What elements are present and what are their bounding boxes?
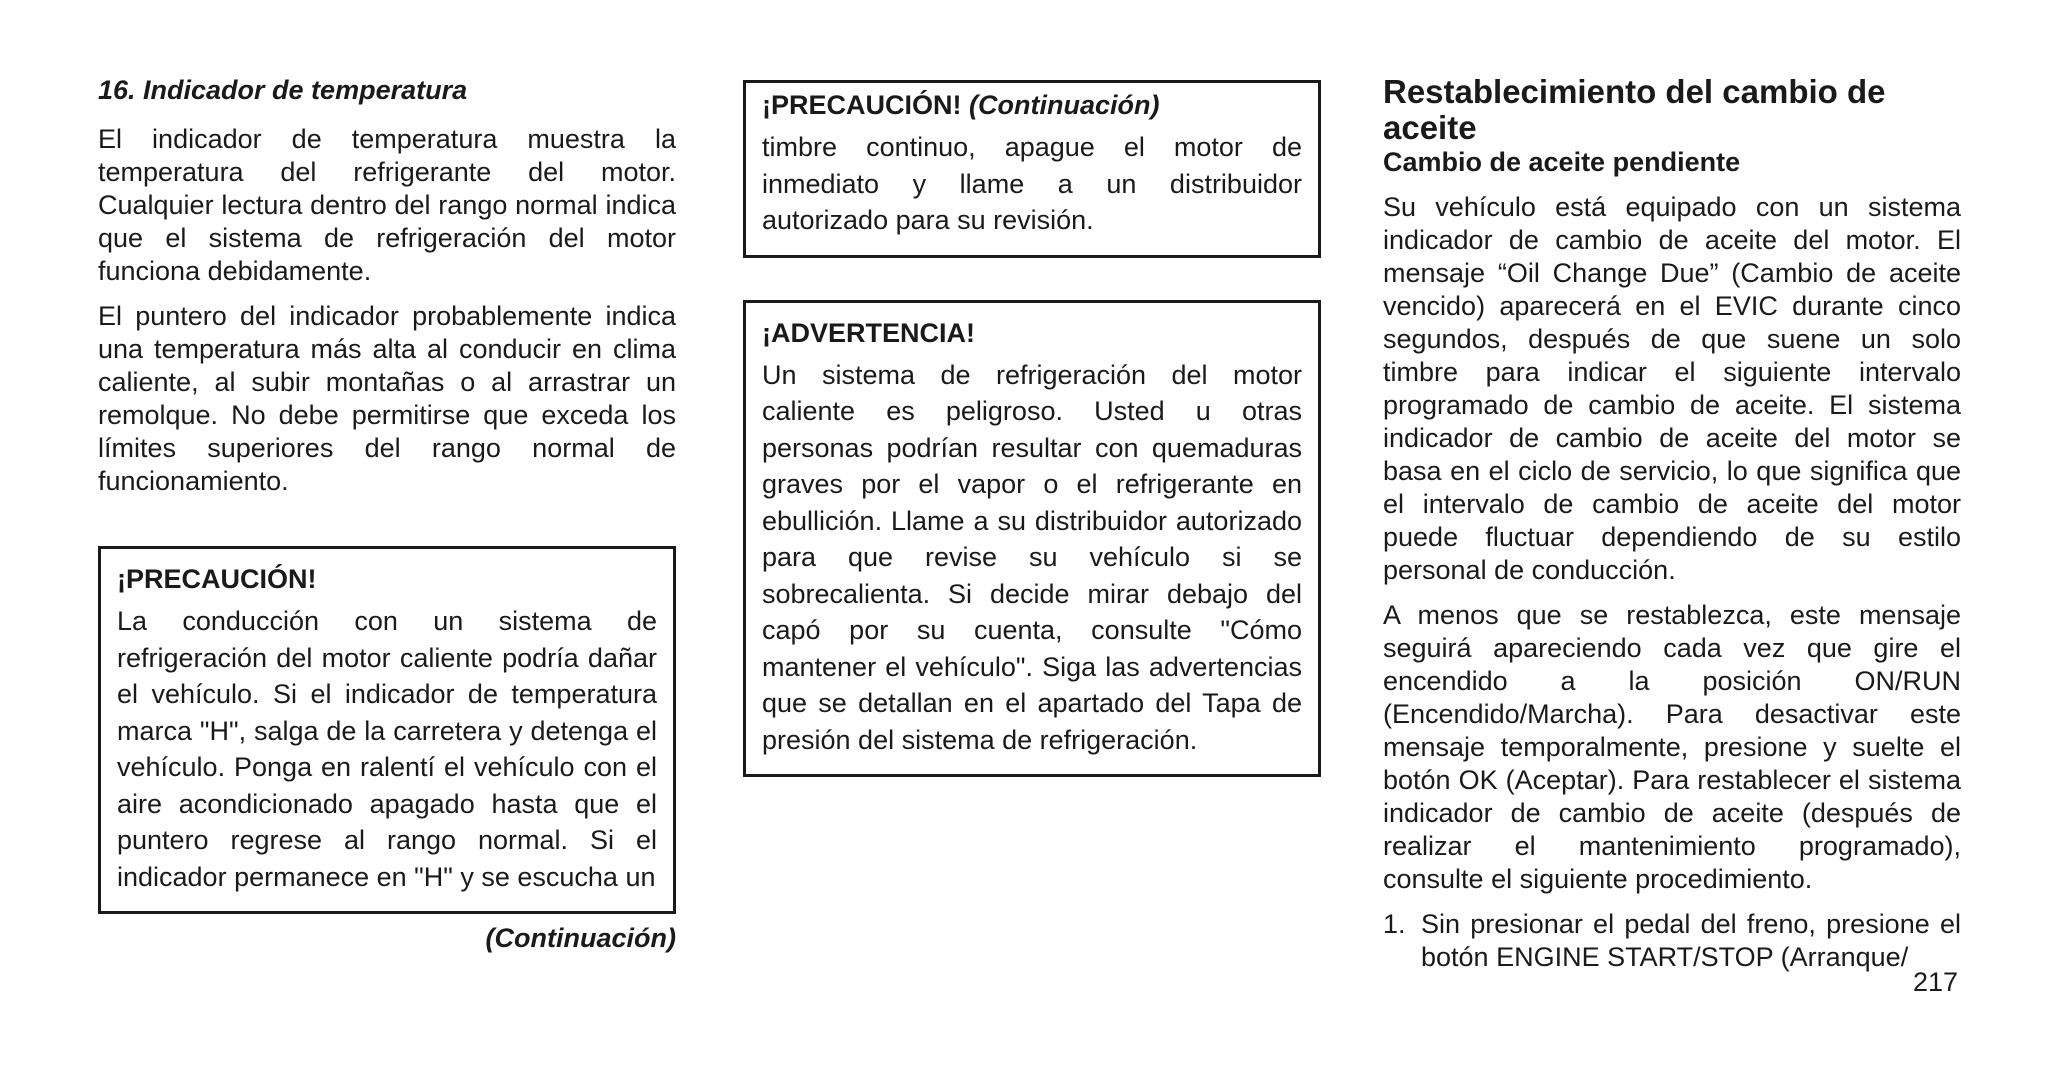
- caution-continued-box: [743, 80, 1321, 258]
- paragraph: El indicador de temperatura muestra la temperatura del refrigerante del motor. Cualquier lectura dentro del rango normal indica que el sistema de refrigeración del motor funciona debidamente.: [98, 124, 676, 286]
- page-number: 217: [1912, 967, 1958, 997]
- section-subheading: Cambio de aceite pendiente: [1383, 147, 1741, 177]
- caution-continued-title: [762, 87, 1302, 123]
- warning-title: ¡ADVERTENCIA!: [762, 317, 975, 348]
- middle-column: [743, 80, 1321, 777]
- caution-text: La conducción con un sistema de refrigeración del motor caliente podría dañar el vehículo. Si el indicador de temperatura marca "H", salga de la carretera y detenga el vehículo. Ponga en ralentí el vehículo con el aire acondicionado apagado hasta que el puntero regrese al rango normal. Si el indicador permanece en "H" y se escucha un: [117, 606, 657, 892]
- right-column: [1383, 74, 1961, 974]
- warning-text: Un sistema de refrigeración del motor caliente es peligroso. Usted u otras personas podrían resultar con quemaduras graves por el vapor o el refrigerante en ebullición. Llame a su distribuidor autorizado para que revise su vehículo si se sobrecalienta. Si decide mirar debajo del capó por su cuenta, consulte "Cómo mantener el vehículo". Siga las advertencias que se detallan en el apartado del Tapa de presión del sistema de refrigeración.: [762, 359, 1302, 755]
- continued-suffix: (Continuación): [969, 90, 1160, 120]
- caution-box: [98, 546, 676, 914]
- caution-title: ¡PRECAUCIÓN!: [117, 564, 317, 594]
- section-heading: Restablecimiento del cambio de aceite: [1383, 73, 1886, 146]
- list-item: [1383, 908, 1961, 974]
- caution-title: ¡PRECAUCIÓN!: [762, 90, 962, 120]
- list-number: 1.: [1383, 909, 1406, 939]
- warning-box: [743, 300, 1321, 778]
- caution-text: timbre continuo, apague el motor de inmediato y llame a un distribuidor autorizado para su revisión.: [762, 132, 1302, 235]
- section-subheading: 16. Indicador de temperatura: [98, 75, 468, 105]
- paragraph: Su vehículo está equipado con un sistema indicador de cambio de aceite del motor. El mensaje “Oil Change Due” (Cambio de aceite vencido) aparecerá en el EVIC durante cinco segundos, después de que suene un solo timbre para indicar el siguiente intervalo programado de cambio de aceite. El sistema indicador de cambio de aceite del motor se basa en el ciclo de servicio, lo que significa que el intervalo de cambio de aceite del motor puede fluctuar dependiendo de su estilo personal de conducción.: [1383, 192, 1961, 585]
- paragraph: El puntero del indicador probablemente indica una temperatura más alta al conducir en clima caliente, al subir montañas o al arrastrar un remolque. No debe permitirse que exceda los límites superiores del rango normal de funcionamiento.: [98, 301, 676, 496]
- left-column: [98, 74, 676, 955]
- list-text: Sin presionar el pedal del freno, presione el botón ENGINE START/STOP (Arranque/: [1421, 909, 1961, 972]
- paragraph: A menos que se restablezca, este mensaje seguirá apareciendo cada vez que gire el encendido a la posición ON/RUN (Encendido/Marcha). Para desactivar este mensaje temporalmente, presione y suelte el botón OK (Aceptar). Para restablecer el sistema indicador de cambio de aceite (después de realizar el mantenimiento programado), consulte el siguiente procedimiento.: [1383, 600, 1961, 894]
- continued-label: (Continuación): [485, 923, 676, 953]
